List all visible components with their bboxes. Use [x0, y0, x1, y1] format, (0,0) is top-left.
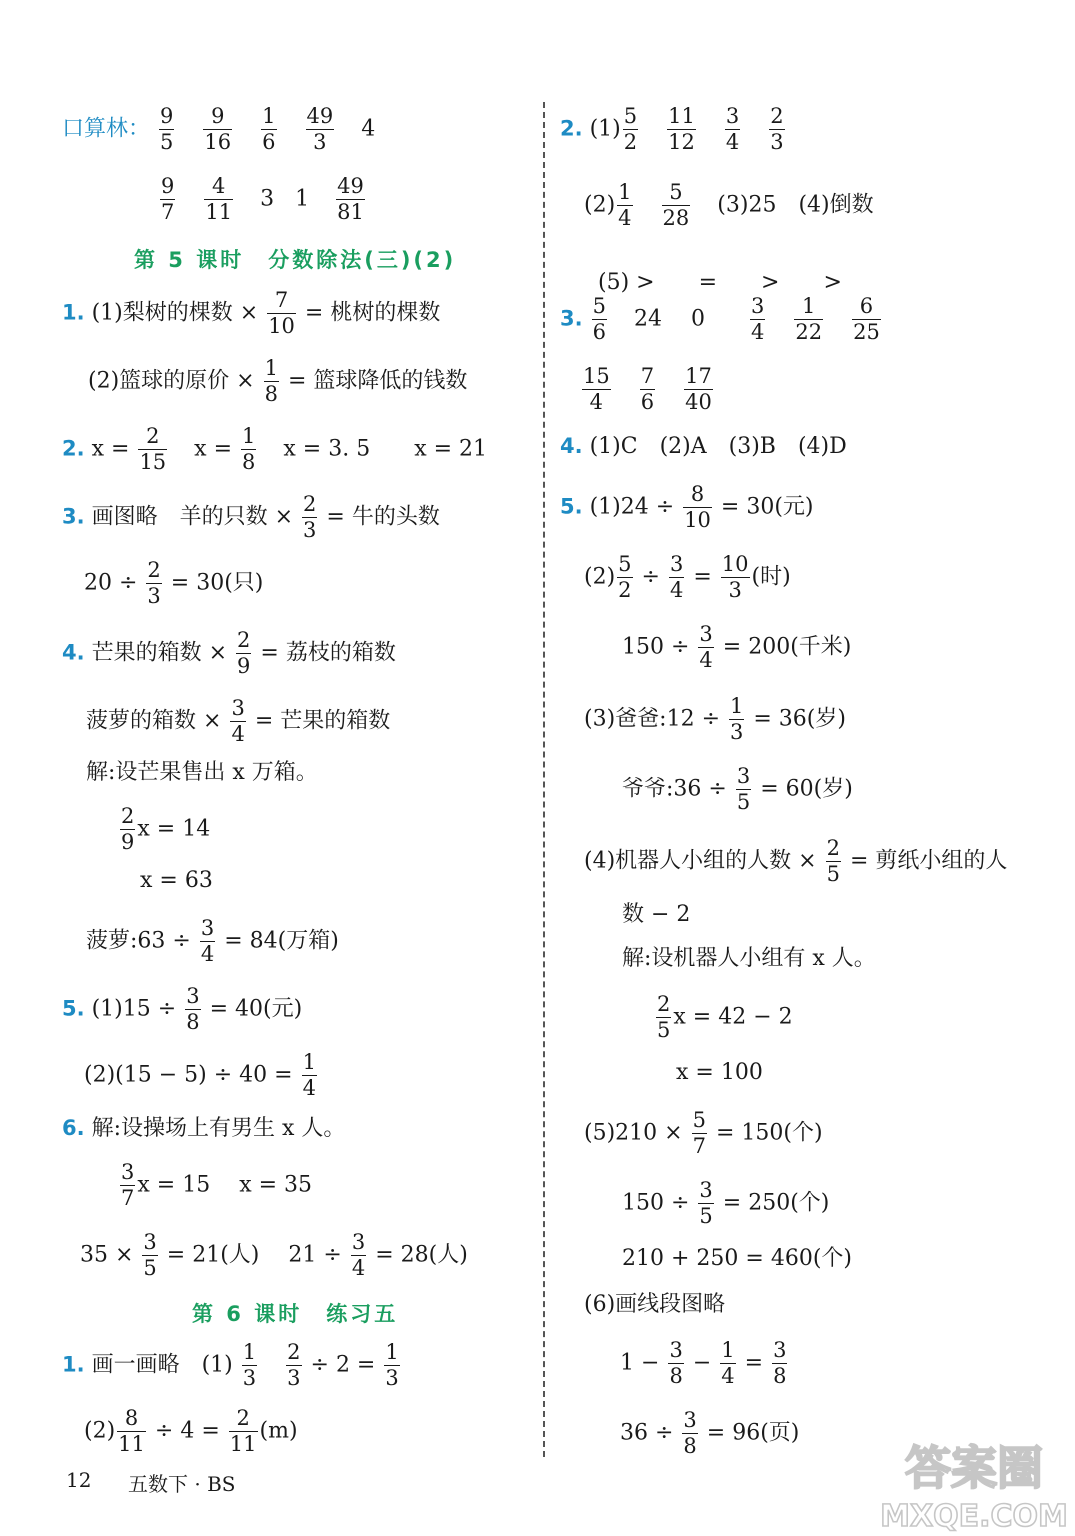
kousuan-label: 口算林： [62, 116, 151, 142]
answer-text: = 剪纸小组的人 [849, 848, 1008, 874]
fraction [721, 552, 750, 603]
fraction [692, 1108, 707, 1159]
answer-text: = 36(岁) [753, 706, 846, 732]
answer-line [584, 1108, 823, 1159]
question-number: 4. [560, 434, 583, 458]
fraction [351, 1230, 366, 1281]
question-number: 3. [560, 306, 583, 331]
numerator: 2 [826, 836, 840, 860]
fraction [750, 294, 765, 345]
fraction [656, 992, 671, 1043]
denominator: 40 [685, 390, 712, 414]
answer-text: 3 1 [260, 186, 310, 212]
answer-text: = 牛的头数 [326, 504, 440, 530]
answer-text: = 30(元) [720, 494, 814, 520]
answer-text: = [744, 1350, 764, 1376]
answer-line [86, 916, 339, 967]
numerator: 1 [242, 1340, 257, 1364]
answer-line [62, 424, 487, 475]
numerator: 8 [117, 1406, 146, 1432]
answer-line [676, 1062, 763, 1084]
answer-line [84, 1050, 319, 1101]
answer-text: x = 63 [140, 868, 213, 893]
answer-text: x = 15 x = 35 [137, 1172, 313, 1198]
answer-text: = 200(千米) [722, 634, 852, 660]
answer-text: (5)210 × [584, 1120, 683, 1146]
answer-text: x = 3. 5 x = 21 [283, 436, 488, 462]
denominator: 28 [662, 206, 690, 230]
watermark-logo [879, 1426, 1069, 1536]
fraction [200, 916, 215, 967]
kousuan-row-2 [158, 174, 367, 225]
numerator: 1 [385, 1340, 399, 1364]
answer-text: 4 [361, 116, 376, 142]
answer-text: (1)C (2)A (3)B (4)D [589, 434, 847, 459]
denominator: 11 [205, 200, 233, 224]
answer-line [622, 622, 851, 673]
answer-text: 爷爷:36 ÷ [622, 776, 727, 802]
fraction [640, 364, 655, 415]
watermark-text: 答案圈 [905, 1441, 1043, 1495]
answer-text: = 40(元) [209, 996, 303, 1022]
denominator: 4 [699, 648, 713, 672]
answer-line [140, 870, 213, 892]
denominator: 81 [337, 200, 364, 224]
denominator: 4 [200, 942, 215, 966]
answer-line [622, 904, 690, 926]
fraction [720, 1338, 735, 1389]
numerator: 17 [685, 364, 712, 388]
denominator: 5 [736, 790, 751, 814]
answer-text: = 桃树的棵数 [304, 300, 441, 326]
fraction [261, 104, 276, 155]
fraction [229, 1406, 258, 1457]
denominator: 8 [773, 1364, 787, 1388]
denominator: 9 [121, 830, 135, 854]
denominator: 5 [699, 1204, 713, 1228]
numerator: 3 [699, 1178, 713, 1202]
fraction [736, 764, 751, 815]
answer-line [622, 948, 876, 970]
fraction [592, 294, 607, 345]
denominator: 3 [730, 720, 744, 744]
answer-text: = 250(个) [722, 1190, 830, 1216]
answer-text: (3)25 (4)倒数 [717, 192, 874, 218]
numerator: 9 [161, 174, 175, 198]
answer-line [62, 628, 396, 679]
answer-text: = 21(人) 21 ÷ [166, 1242, 342, 1268]
denominator: 9 [237, 654, 251, 678]
denominator: 5 [143, 1256, 157, 1280]
answer-line [584, 180, 874, 231]
answer-text: (时) [751, 564, 791, 590]
fraction [203, 104, 232, 155]
denominator: 5 [160, 130, 174, 154]
answer-line [584, 694, 846, 745]
fraction [683, 482, 712, 533]
column-divider [543, 102, 545, 1457]
numerator: 5 [592, 294, 606, 318]
answer-line [560, 294, 883, 345]
answer-text: x = 14 [137, 816, 211, 842]
answer-line [118, 1160, 312, 1211]
answer-text: (2)篮球的原价 × [88, 368, 255, 394]
numerator: 3 [669, 1338, 683, 1362]
answer-text: (2) [84, 1418, 116, 1444]
fraction [336, 174, 365, 225]
answer-text: (2)(15 − 5) ÷ 40 = [84, 1062, 293, 1088]
numerator: 2 [138, 424, 167, 450]
denominator: 6 [592, 320, 606, 344]
fraction [729, 694, 744, 745]
book-title: 五数下 · BS [128, 1472, 236, 1496]
denominator: 22 [795, 320, 823, 344]
numerator: 5 [618, 552, 632, 576]
answer-text: 菠萝:63 ÷ [86, 928, 191, 954]
denominator: 10 [268, 314, 295, 338]
answer-text: − [692, 1350, 712, 1376]
denominator: 4 [231, 722, 245, 746]
answer-text: (m) [259, 1418, 298, 1444]
numerator: 49 [337, 174, 364, 198]
lesson-heading: 第 5 课时 分数除法(三)(2) [134, 248, 457, 272]
fraction [582, 364, 611, 415]
fraction [662, 180, 691, 231]
answer-text: = 60(岁) [760, 776, 853, 802]
denominator: 8 [669, 1364, 683, 1388]
answer-text: (2) [584, 564, 616, 590]
denominator: 6 [262, 130, 276, 154]
denominator: 8 [683, 1434, 697, 1458]
fraction [384, 1340, 399, 1391]
answer-line [622, 1248, 852, 1270]
answer-line [584, 1294, 725, 1316]
fraction [725, 104, 740, 155]
fraction [120, 1160, 135, 1211]
answer-text: = [693, 564, 712, 590]
answer-text: 20 ÷ [84, 570, 138, 596]
answer-text: (1)15 ÷ [91, 996, 177, 1022]
fraction [117, 1406, 146, 1457]
numerator: 1 [730, 694, 744, 718]
answer-line [62, 492, 440, 543]
numerator: 3 [683, 1408, 697, 1432]
answer-text: 24 0 [633, 306, 705, 332]
denominator: 6 [640, 390, 655, 414]
answer-line [622, 764, 853, 815]
numerator: 10 [721, 552, 749, 576]
fraction [160, 174, 175, 225]
answer-line [86, 762, 318, 784]
numerator: 1 [721, 1338, 735, 1362]
answer-text: 1 − [620, 1350, 660, 1376]
answer-line [580, 364, 715, 415]
denominator: 3 [287, 1366, 301, 1390]
fraction [684, 364, 713, 415]
denominator: 3 [242, 1366, 257, 1390]
numerator: 6 [852, 294, 881, 320]
fraction [302, 492, 317, 543]
question-number: 2. [62, 436, 85, 461]
fraction [146, 558, 161, 609]
question-number: 2. [560, 116, 583, 141]
denominator: 4 [669, 578, 684, 602]
answer-line [622, 1178, 829, 1229]
denominator: 4 [351, 1256, 366, 1280]
answer-line [84, 558, 263, 609]
question-number: 5. [62, 996, 85, 1021]
numerator: 3 [669, 552, 684, 576]
numerator: 1 [794, 294, 823, 320]
denominator: 3 [728, 578, 742, 602]
answer-text: = 30(只) [170, 570, 264, 596]
numerator: 3 [121, 1160, 135, 1184]
answer-text: = 84(万箱) [224, 928, 339, 954]
numerator: 11 [668, 104, 695, 128]
answer-text: 150 ÷ [622, 1190, 690, 1216]
numerator: 2 [121, 804, 135, 828]
answer-line [80, 1230, 468, 1281]
numerator: 1 [242, 424, 256, 448]
numerator: 1 [302, 1050, 316, 1074]
answer-text: 210 + 250 = 460(个) [622, 1246, 852, 1271]
denominator: 11 [229, 1432, 257, 1456]
fraction [142, 1230, 157, 1281]
denominator: 3 [147, 584, 161, 608]
answer-text: = 28(人) [375, 1242, 468, 1268]
fraction [306, 104, 335, 155]
denominator: 4 [725, 130, 740, 154]
fraction [204, 174, 233, 225]
answer-line [584, 552, 791, 603]
answer-text: 数 − 2 [622, 902, 691, 927]
denominator: 16 [204, 130, 232, 154]
answer-text: ÷ [641, 564, 660, 590]
fraction [302, 1050, 317, 1101]
denominator: 8 [186, 1010, 200, 1034]
denominator: 4 [302, 1076, 316, 1100]
answer-text: (4)机器人小组的人数 × [584, 848, 817, 874]
numerator: 8 [683, 482, 712, 508]
numerator: 1 [618, 180, 632, 204]
numerator: 3 [736, 764, 751, 788]
fraction [120, 804, 135, 855]
denominator: 25 [853, 320, 880, 344]
answer-line [584, 836, 1007, 887]
answer-text: (2) [584, 192, 616, 218]
numerator: 3 [143, 1230, 157, 1254]
question-number: 1. [62, 1352, 85, 1377]
fraction [236, 628, 251, 679]
question-number: 4. [62, 640, 85, 665]
denominator: 7 [161, 200, 175, 224]
fraction [669, 552, 684, 603]
fraction [668, 1338, 683, 1389]
numerator: 7 [640, 364, 655, 388]
answer-line [62, 984, 302, 1035]
fraction [267, 288, 296, 339]
answer-text: 菠萝的箱数 × [86, 708, 222, 734]
denominator: 11 [118, 1432, 145, 1456]
fraction [698, 622, 713, 673]
numerator: 49 [306, 104, 334, 128]
fraction [772, 1338, 787, 1389]
kousuan-row-1 [62, 104, 375, 155]
denominator: 3 [385, 1366, 399, 1390]
fraction [617, 180, 632, 231]
denominator: 5 [657, 1018, 671, 1042]
answer-text: 解:设机器人小组有 x 人。 [622, 946, 876, 971]
question-number: 1. [62, 300, 85, 325]
numerator: 4 [204, 174, 233, 200]
answer-text: = 96(页) [706, 1420, 800, 1446]
numerator: 2 [229, 1406, 258, 1432]
answer-text: 画图略 羊的只数 × [91, 504, 294, 530]
answer-text: x = 42 − 2 [673, 1004, 793, 1030]
answer-text: = 150(个) [715, 1120, 823, 1146]
fraction [159, 104, 174, 155]
question-number: 6. [62, 1116, 85, 1140]
denominator: 5 [826, 862, 840, 886]
answer-line [620, 1408, 799, 1459]
answer-text: x = [91, 436, 130, 462]
numerator: 2 [237, 628, 251, 652]
denominator: 2 [618, 578, 632, 602]
numerator: 1 [264, 356, 278, 380]
answer-text: = 篮球降低的钱数 [287, 368, 468, 394]
fraction [667, 104, 696, 155]
answer-text: ÷ 4 = [154, 1418, 220, 1444]
answer-text: x = [194, 436, 233, 462]
answer-text: (1) [589, 116, 621, 142]
answer-text: (1)24 ÷ [589, 494, 675, 520]
fraction [617, 552, 632, 603]
numerator: 15 [583, 364, 610, 388]
numerator: 3 [200, 916, 215, 940]
watermark-url: MXQE.COM [880, 1499, 1068, 1534]
fraction [242, 1340, 257, 1391]
numerator: 9 [203, 104, 232, 130]
denominator: 4 [721, 1364, 735, 1388]
answer-text: 画一画略 (1) [91, 1352, 233, 1378]
answer-text: x = 100 [676, 1060, 763, 1085]
numerator: 2 [147, 558, 161, 582]
answer-text: (5) > = > > [598, 270, 842, 295]
numerator: 3 [725, 104, 740, 128]
answer-text: = 荔枝的箱数 [260, 640, 396, 666]
question-number: 3. [62, 504, 85, 529]
fraction [794, 294, 823, 345]
answer-line [62, 288, 440, 339]
fraction [264, 356, 279, 407]
answer-text: = 芒果的箱数 [254, 708, 391, 734]
denominator: 3 [313, 130, 327, 154]
answer-text: 35 × [80, 1242, 134, 1268]
numerator: 5 [662, 180, 691, 206]
numerator: 3 [351, 1230, 366, 1254]
denominator: 15 [139, 450, 167, 474]
denominator: 12 [668, 130, 695, 154]
answer-line [560, 436, 847, 458]
fraction [185, 984, 200, 1035]
fraction [852, 294, 881, 345]
answer-text: (1)梨树的棵数 × [91, 300, 259, 326]
question-number: 5. [560, 494, 583, 519]
numerator: 2 [287, 1340, 301, 1364]
answer-text: ÷ 2 = [310, 1352, 376, 1378]
numerator: 2 [303, 492, 317, 516]
answer-line [62, 1340, 402, 1391]
answer-line [654, 992, 793, 1043]
denominator: 7 [692, 1134, 706, 1158]
denominator: 10 [684, 508, 711, 532]
answer-line [620, 1338, 789, 1389]
denominator: 4 [589, 390, 604, 414]
denominator: 4 [618, 206, 632, 230]
page-number: 12 [66, 1468, 92, 1492]
denominator: 4 [750, 320, 765, 344]
numerator: 3 [186, 984, 200, 1008]
fraction [241, 424, 256, 475]
answer-line [584, 250, 842, 294]
numerator: 3 [699, 622, 713, 646]
denominator: 8 [242, 450, 256, 474]
answer-line [560, 104, 787, 155]
answer-line [86, 696, 390, 747]
fraction [230, 696, 245, 747]
numerator: 2 [657, 992, 671, 1016]
answer-line [88, 356, 467, 407]
answer-text: 芒果的箱数 × [91, 640, 228, 666]
answer-line [560, 482, 814, 533]
numerator: 3 [231, 696, 245, 720]
denominator: 2 [623, 130, 638, 154]
answer-line [62, 1118, 345, 1140]
denominator: 7 [121, 1186, 135, 1210]
fraction [682, 1408, 697, 1459]
fraction [623, 104, 638, 155]
fraction [826, 836, 841, 887]
denominator: 3 [770, 130, 784, 154]
fraction [286, 1340, 301, 1391]
numerator: 2 [770, 104, 784, 128]
answer-text: 解:设芒果售出 x 万箱。 [86, 760, 318, 785]
answer-text: 解:设操场上有男生 x 人。 [91, 1116, 346, 1141]
numerator: 3 [750, 294, 765, 318]
numerator: 9 [160, 104, 174, 128]
denominator: 3 [303, 518, 317, 542]
numerator: 5 [623, 104, 638, 128]
fraction [769, 104, 784, 155]
fraction [138, 424, 167, 475]
numerator: 5 [692, 1108, 706, 1132]
answer-line [84, 1406, 298, 1457]
answer-text: 36 ÷ [620, 1420, 674, 1446]
denominator: 8 [264, 382, 278, 406]
numerator: 7 [267, 288, 296, 314]
answer-text: (3)爸爸:12 ÷ [584, 706, 720, 732]
answer-text: (6)画线段图略 [584, 1292, 726, 1317]
answer-text: 150 ÷ [622, 634, 690, 660]
numerator: 3 [773, 1338, 787, 1362]
answer-line [118, 804, 210, 855]
fraction [698, 1178, 713, 1229]
lesson-heading: 第 6 课时 练习五 [192, 1302, 399, 1326]
numerator: 1 [262, 104, 276, 128]
